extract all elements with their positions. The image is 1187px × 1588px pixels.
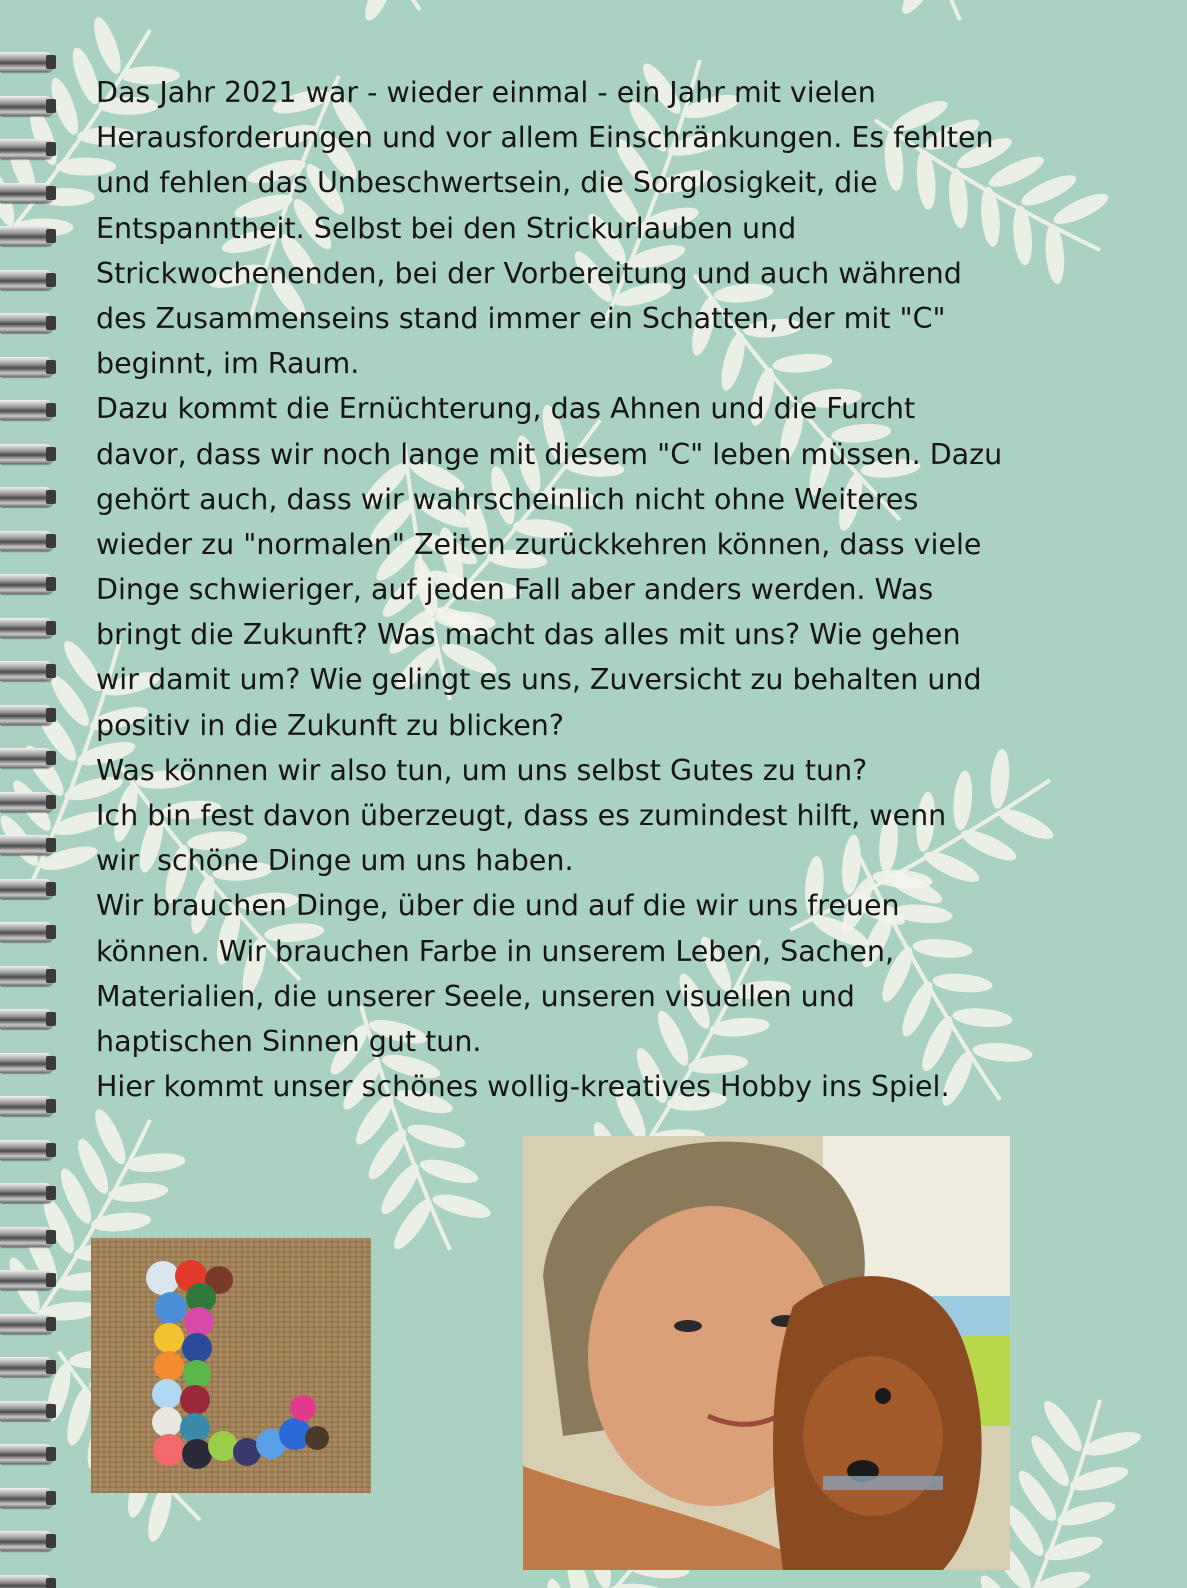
- text-line: Dinge schwieriger, auf jeden Fall aber anders werden. Was: [96, 573, 934, 607]
- binding-ring: [0, 1270, 52, 1290]
- text-line: davor, dass wir noch lange mit diesem "C" leben müssen. Dazu: [96, 437, 1003, 471]
- text-line: des Zusammenseins stand immer ein Schatten, der mit "C": [96, 301, 946, 335]
- binding-ring: [0, 1575, 52, 1588]
- binding-ring: [0, 661, 52, 681]
- binding-ring: [0, 1401, 52, 1421]
- text-line: Wir brauchen Dinge, über die und auf die wir uns freuen: [96, 889, 900, 923]
- binding-ring: [0, 835, 52, 855]
- binding-ring: [0, 96, 52, 116]
- binding-ring: [0, 313, 52, 333]
- binding-ring: [0, 531, 52, 551]
- text-line: wir schöne Dinge um uns haben.: [96, 844, 574, 878]
- binding-ring: [0, 1444, 52, 1464]
- binding-ring: [0, 1531, 52, 1551]
- binding-ring: [0, 705, 52, 725]
- binding-ring: [0, 879, 52, 899]
- text-line: Ich bin fest davon überzeugt, dass es zumindest hilft, wenn: [96, 799, 947, 832]
- binding-ring: [0, 52, 52, 72]
- body-text: [96, 70, 1081, 1109]
- text-line: Dazu kommt die Ernüchterung, das Ahnen und die Furcht: [96, 392, 916, 426]
- text-line: Was können wir also tun, um uns selbst Gutes zu tun?: [96, 753, 868, 787]
- binding-ring: [0, 357, 52, 377]
- text-line: haptischen Sinnen gut tun.: [96, 1024, 482, 1058]
- binding-ring: [0, 139, 52, 159]
- portrait-photo-graphic: [523, 1136, 1010, 1570]
- text-line: Strickwochenenden, bei der Vorbereitung und auch während: [96, 256, 962, 290]
- text-line: bringt die Zukunft? Was macht das alles mit uns? Wie gehen: [96, 618, 961, 652]
- text-line: und fehlen das Unbeschwertsein, die Sorglosigkeit, die: [96, 166, 878, 200]
- text-line: Entspanntheit. Selbst bei den Strickurlauben und: [96, 211, 797, 245]
- binding-ring: [0, 1183, 52, 1203]
- leaf-sprig: [805, 0, 1012, 39]
- binding-ring: [0, 1488, 52, 1508]
- binding-ring: [0, 618, 52, 638]
- binding-ring: [0, 574, 52, 594]
- binding-ring: [0, 1140, 52, 1160]
- binding-ring: [0, 444, 52, 464]
- binding-ring: [0, 1227, 52, 1247]
- text-line: wieder zu "normalen" Zeiten zurückkehren können, dass viele: [96, 527, 982, 561]
- binding-ring: [0, 487, 52, 507]
- binding-ring: [0, 1314, 52, 1334]
- binding-ring: [0, 1096, 52, 1116]
- text-line: Materialien, die unserer Seele, unseren visuellen und: [96, 979, 855, 1013]
- leaf-sprig: [252, 0, 469, 38]
- binding-ring: [0, 792, 52, 812]
- binding-ring: [0, 748, 52, 768]
- text-line: gehört auch, dass wir wahrscheinlich nicht ohne Weiteres: [96, 482, 919, 516]
- text-line: Hier kommt unser schönes wollig-kreatives Hobby ins Spiel.: [96, 1070, 950, 1104]
- binding-ring: [0, 1009, 52, 1029]
- text-line: können. Wir brauchen Farbe in unserem Leben, Sachen,: [96, 934, 895, 968]
- portrait-photo: [523, 1136, 1010, 1570]
- text-line: positiv in die Zukunft zu blicken?: [96, 708, 564, 742]
- text-line: Herausforderungen und vor allem Einschränkungen. Es fehlten: [96, 121, 994, 155]
- binding-ring: [0, 1357, 52, 1377]
- binding-ring: [0, 226, 52, 246]
- yarn-letter-l-image: [91, 1238, 371, 1493]
- spiral-binding: [0, 0, 70, 1588]
- binding-ring: [0, 966, 52, 986]
- binding-ring: [0, 183, 52, 203]
- binding-ring: [0, 400, 52, 420]
- text-line: beginnt, im Raum.: [96, 347, 360, 381]
- binding-ring: [0, 1053, 52, 1073]
- binding-ring: [0, 270, 52, 290]
- text-line: Das Jahr 2021 war - wieder einmal - ein Jahr mit vielen: [96, 76, 876, 109]
- text-line: wir damit um? Wie gelingt es uns, Zuversicht zu behalten und: [96, 663, 982, 697]
- yarn-letter-l-graphic: [91, 1238, 371, 1493]
- binding-ring: [0, 922, 52, 942]
